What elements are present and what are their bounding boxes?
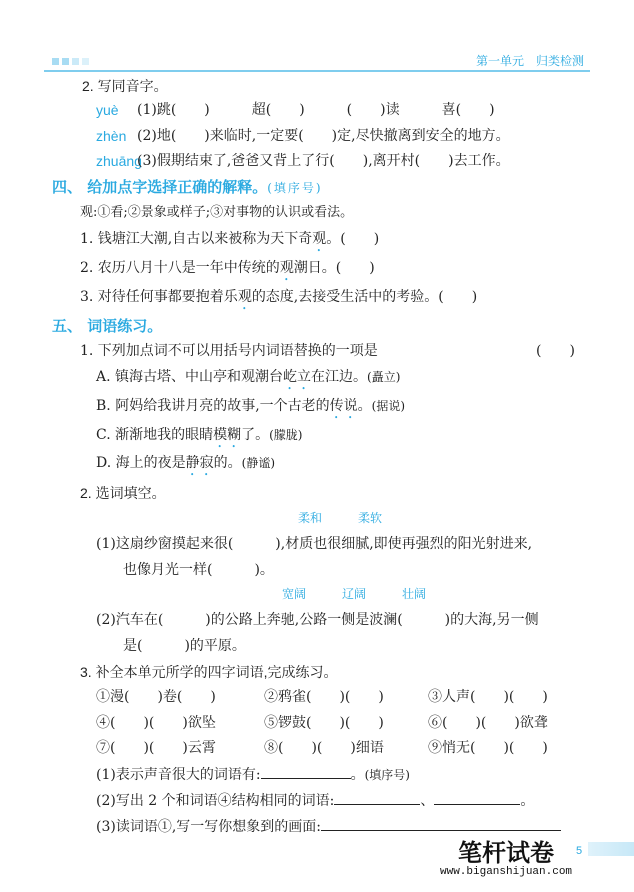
idiom-blank[interactable]: ⑧( )( )细语 [264, 740, 384, 756]
question-title: 2. 写同音字。 [82, 78, 168, 94]
page-number-bar [588, 842, 634, 856]
section-hint: (填序号) [267, 181, 323, 195]
header-square [62, 58, 69, 65]
answer-line[interactable] [261, 764, 351, 779]
page-number: 5 [576, 845, 583, 857]
question-title: 2. 选词填空。 [80, 485, 166, 501]
text: 3. 对待任何事都要抱着乐 [80, 289, 238, 305]
logo-text: 笔杆试卷 [458, 839, 555, 867]
fill-row[interactable]: (3)假期结束了,爸爸又背上了行( ),离开村( )去工作。 [137, 153, 510, 169]
sub-question-3 [96, 816, 561, 837]
emphasized-char: 观 [237, 289, 252, 305]
idiom-blank[interactable]: ⑤锣鼓( )( ) [264, 715, 384, 731]
idiom-blank[interactable]: ⑥( )( )欲聋 [428, 715, 548, 731]
idiom-blank[interactable]: ④( )( )欲坠 [96, 715, 216, 731]
text: 在江边。 [311, 369, 368, 385]
idiom-blank[interactable]: ①漫( )卷( ) [96, 689, 216, 705]
text: A. 镇海古塔、中山亭和观潮台 [96, 369, 284, 385]
emphasized-word: 静寂 [185, 455, 214, 471]
fill-sentence[interactable]: (1)这扇纱窗摸起来很( ),材质也很细腻,即使再强烈的阳光射进来, [96, 536, 533, 552]
alternative-word: (朦胧) [269, 428, 303, 442]
answer-blank[interactable]: ( ) [536, 343, 575, 359]
text: 。 [350, 767, 365, 783]
emphasized-word: 屹立 [283, 369, 312, 385]
answer-blank[interactable]: 。( ) [326, 231, 380, 247]
header-divider [44, 70, 590, 72]
sub-question-1 [96, 764, 410, 785]
fill-sentence[interactable]: (2)汽车在( )的公路上奔驰,公路一侧是波澜( )的大海,另一侧 [96, 612, 539, 628]
idiom-blank[interactable]: ③人声( )( ) [428, 689, 548, 705]
emphasized-word: 模糊 [213, 427, 242, 443]
text: 的。 [213, 455, 242, 471]
idiom-blank[interactable]: ⑨悄无( )( ) [428, 740, 548, 756]
option-b[interactable] [96, 396, 405, 422]
text: 2. 农历八月十八是一年中传统的 [80, 260, 280, 276]
alternative-word: (静谧) [241, 456, 276, 470]
text: 、 [420, 793, 435, 809]
logo-url: www.biganshijuan.com [440, 866, 573, 878]
emphasized-word: 传说 [329, 398, 358, 414]
header-square [72, 58, 79, 65]
sub-question-2 [96, 790, 534, 811]
text: D. 海上的夜是 [96, 455, 186, 471]
text: 了。 [241, 427, 270, 443]
answer-line[interactable] [321, 816, 561, 831]
text: (1)表示声音很大的词语有: [96, 767, 261, 783]
header-square [52, 58, 59, 65]
word-choices: 柔和 柔软 [298, 511, 383, 525]
emphasized-char: 观 [279, 260, 294, 276]
unit-title: 第一单元 归类检测 [475, 54, 584, 68]
watermark-logo [440, 840, 572, 878]
answer-blank[interactable]: 的态度,去接受生活中的考验。( ) [251, 289, 478, 305]
emphasized-char: 观 [312, 231, 327, 247]
fill-row[interactable]: (1)跳( ) 超( ) ( )读 喜( ) [137, 102, 495, 118]
fill-row[interactable]: (2)地( )来临时,一定要( )定,尽快撤离到安全的地方。 [137, 128, 510, 144]
idiom-blank[interactable]: ②鸦雀( )( ) [264, 689, 384, 705]
fill-sentence[interactable]: 也像月光一样( )。 [123, 562, 274, 578]
answer-line[interactable] [434, 790, 520, 805]
pinyin: yuè [96, 102, 119, 118]
pinyin: zhuāng [96, 153, 142, 169]
option-d[interactable] [96, 453, 275, 479]
section-five-heading: 五、 词语练习。 [52, 317, 163, 335]
text: C. 渐渐地我的眼睛 [96, 427, 214, 443]
definition: 观:①看;②景象或样子;③对事物的认识或看法。 [80, 205, 354, 220]
question-item[interactable] [80, 258, 375, 284]
hint: (填序号) [364, 768, 410, 782]
question-item[interactable] [80, 287, 477, 313]
answer-blank[interactable]: 潮日。( ) [293, 260, 375, 276]
alternative-word: (矗立) [367, 370, 401, 384]
text: (2)写出 2 个和词语④结构相同的词语: [96, 793, 335, 809]
alternative-word: (据说) [371, 399, 406, 413]
text: B. 阿妈给我讲月亮的故事,一个古老的 [96, 398, 330, 414]
text: (3)读词语①,写一写你想象到的画面: [96, 819, 321, 835]
section-title: 四、 给加点字选择正确的解释。 [52, 178, 268, 196]
option-a[interactable] [96, 367, 400, 393]
header-square [82, 58, 89, 65]
question-title: 1. 下列加点词不可以用括号内词语替换的一项是 [80, 343, 378, 359]
fill-sentence[interactable]: 是( )的平原。 [123, 638, 246, 654]
question-title: 3. 补全本单元所学的四字词语,完成练习。 [80, 664, 338, 680]
answer-line[interactable] [334, 790, 420, 805]
section-four-heading [52, 177, 323, 198]
idiom-blank[interactable]: ⑦( )( )云霄 [96, 740, 216, 756]
text: 。 [520, 793, 535, 809]
word-choices: 宽阔 辽阔 壮阔 [282, 587, 427, 601]
question-item[interactable] [80, 229, 379, 255]
text: 。 [357, 398, 372, 414]
option-c[interactable] [96, 425, 303, 451]
text: 1. 钱塘江大潮,自古以来被称为天下奇 [80, 231, 313, 247]
pinyin: zhèn [96, 128, 127, 144]
